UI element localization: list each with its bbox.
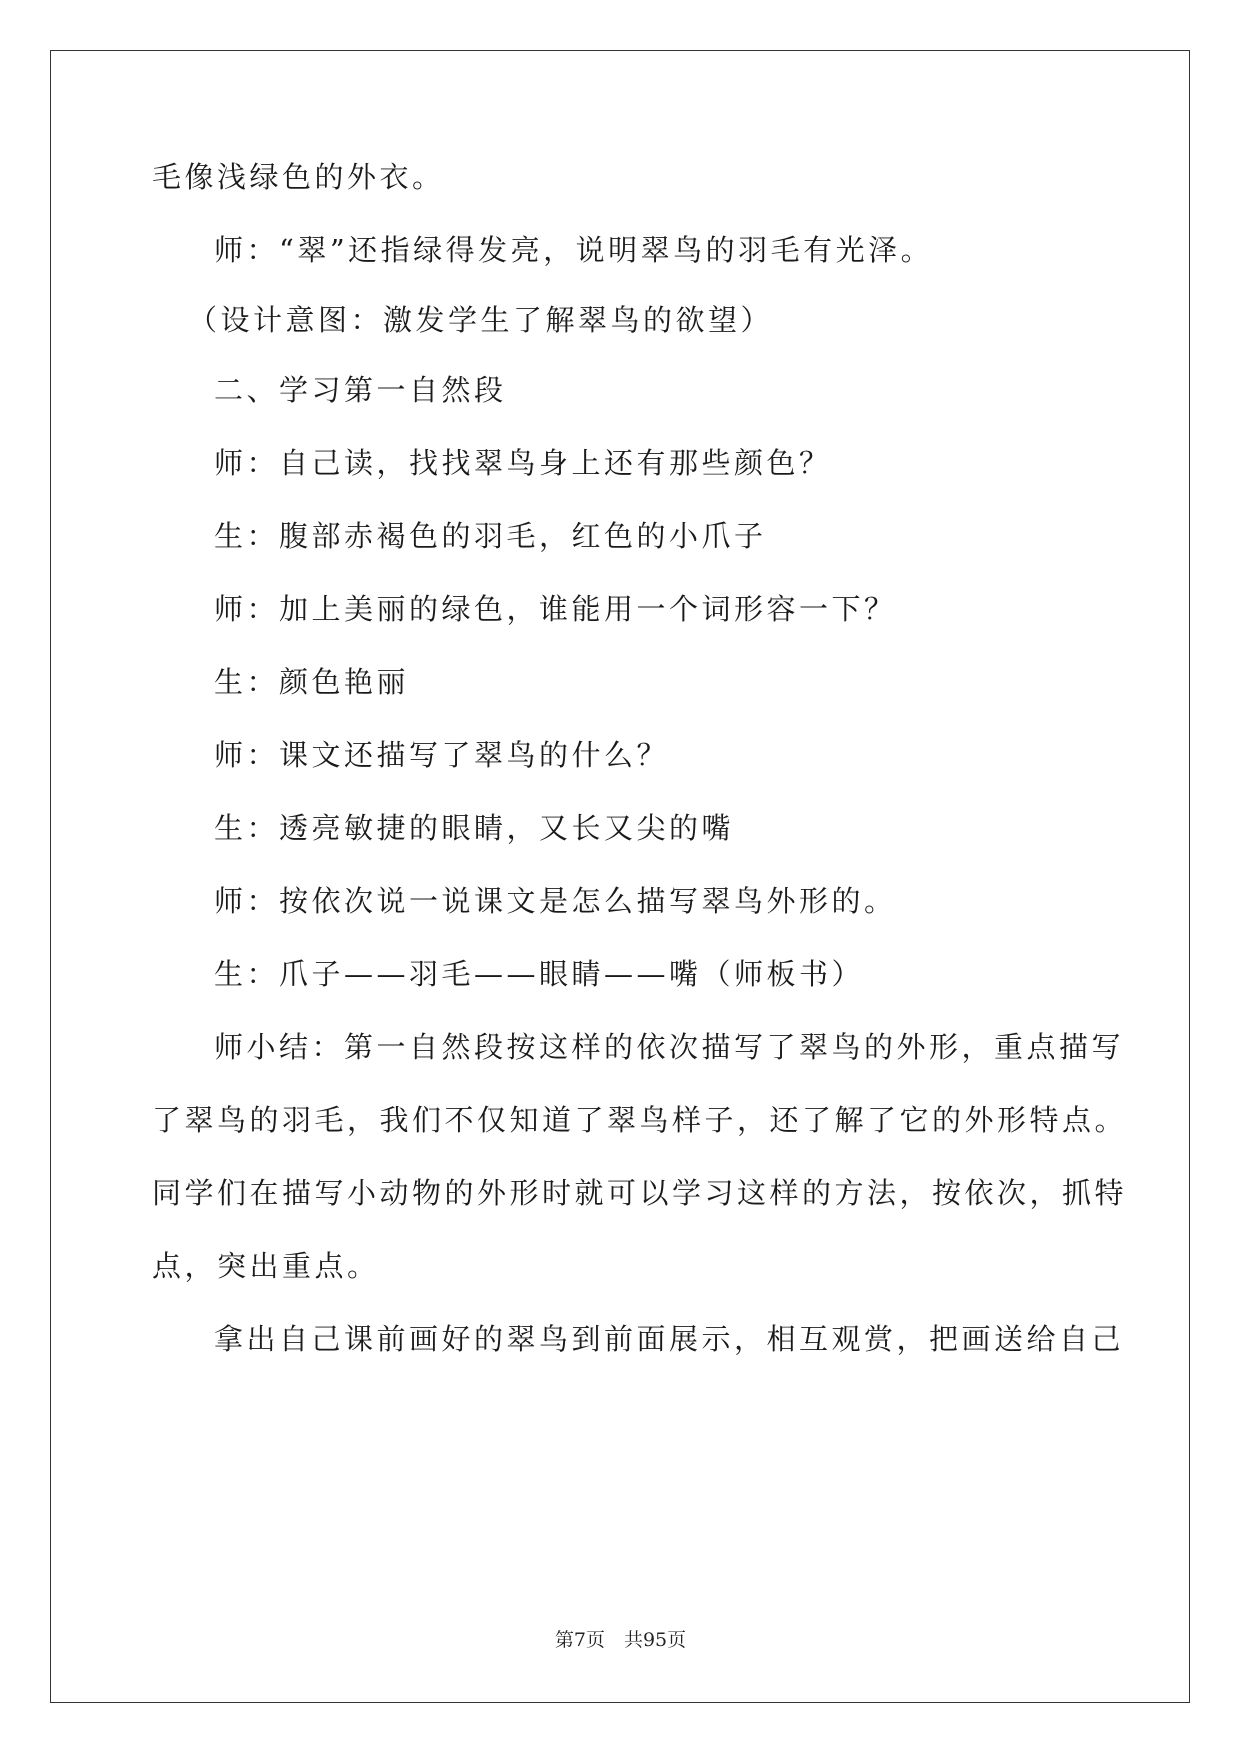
text-line: 师：课文还描写了翠鸟的什么？ bbox=[214, 738, 670, 772]
text-line: 师：加上美丽的绿色，谁能用一个词形容一下？ bbox=[214, 592, 897, 626]
text-line: 师小结：第一自然段按这样的依次描写了翠鸟的外形，重点描写 bbox=[214, 1030, 1125, 1064]
text-line: 生：爪子——羽毛——眼睛——嘴（师板书） bbox=[214, 957, 865, 991]
text-line: 了翠鸟的羽毛，我们不仅知道了翠鸟样子，还了解了它的外形特点。 bbox=[152, 1103, 1128, 1137]
text-line: 拿出自己课前画好的翠鸟到前面展示，相互观赏，把画送给自己 bbox=[214, 1322, 1125, 1356]
section-heading: 二、学习第一自然段 bbox=[214, 373, 507, 407]
text-line: 同学们在描写小动物的外形时就可以学习这样的方法，按依次，抓特 bbox=[152, 1176, 1128, 1210]
text-line: 生：透亮敏捷的眼睛，又长又尖的嘴 bbox=[214, 811, 735, 845]
text-line: 点，突出重点。 bbox=[152, 1249, 380, 1283]
text-line: 师：自己读，找找翠鸟身上还有那些颜色？ bbox=[214, 446, 832, 480]
page-border bbox=[50, 50, 1190, 1703]
text-line: 师：“翠”还指绿得发亮，说明翠鸟的羽毛有光泽。 bbox=[214, 233, 934, 267]
page-number: 第7页 共95页 bbox=[554, 1629, 687, 1651]
text-line: 毛像浅绿色的外衣。 bbox=[152, 160, 445, 194]
text-line: 生：腹部赤褐色的羽毛，红色的小爪子 bbox=[214, 519, 767, 553]
text-line: （设计意图：激发学生了解翠鸟的欲望） bbox=[188, 303, 774, 337]
text-line: 生：颜色艳丽 bbox=[214, 665, 410, 699]
text-line: 师：按依次说一说课文是怎么描写翠鸟外形的。 bbox=[214, 884, 897, 918]
